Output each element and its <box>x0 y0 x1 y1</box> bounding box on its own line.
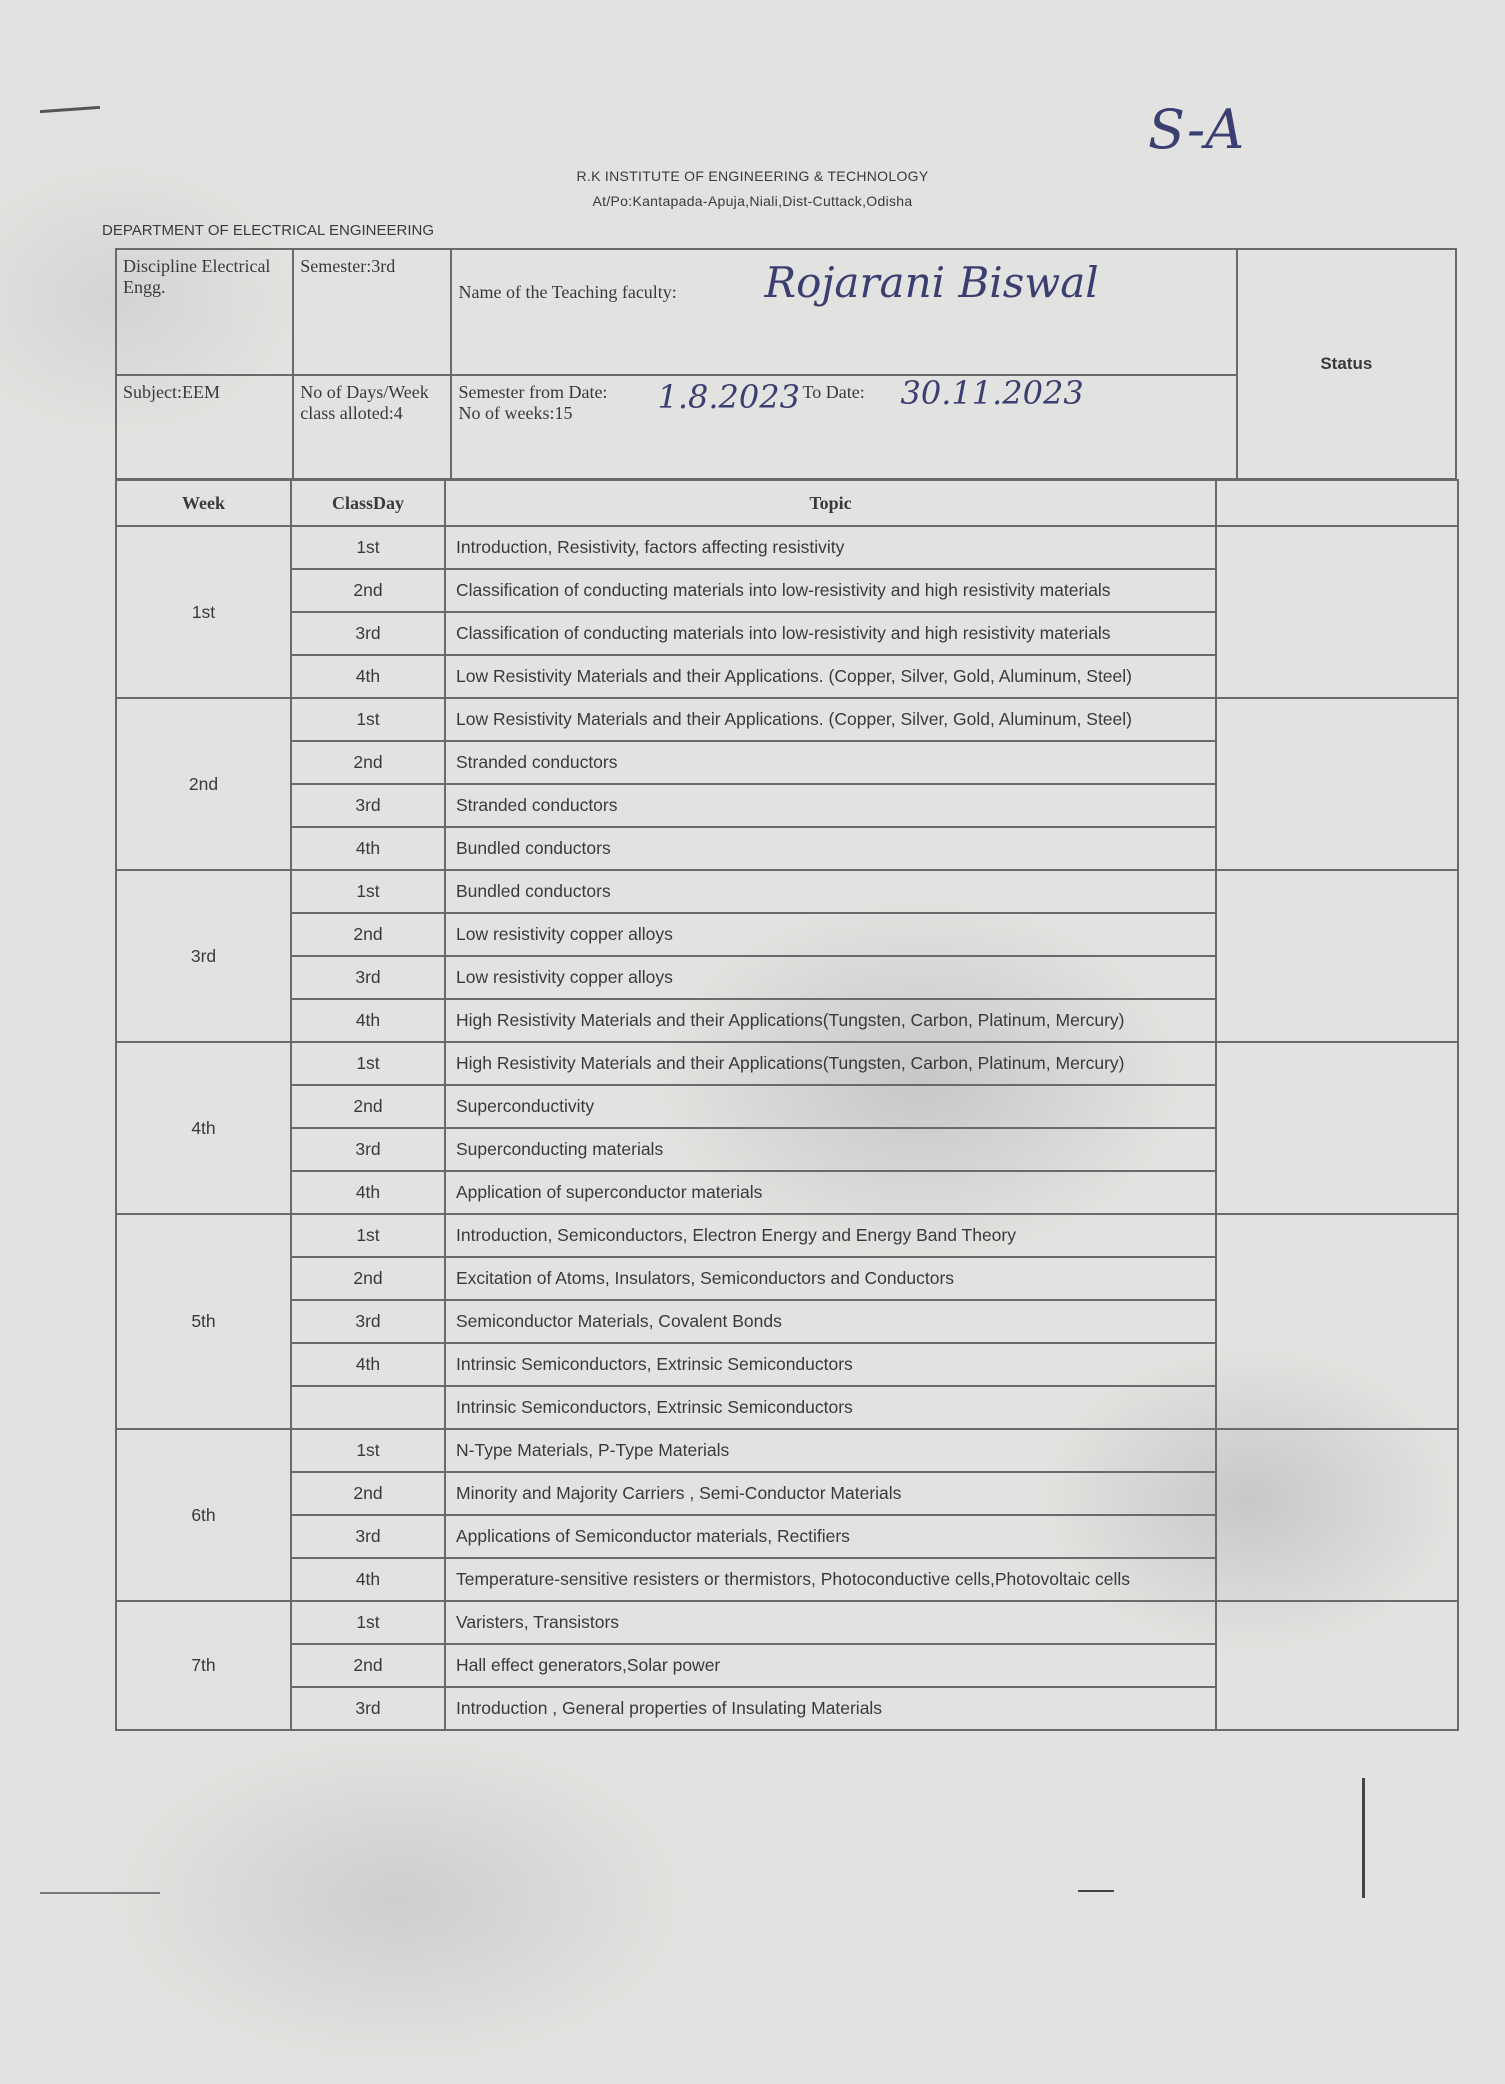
classday-cell: 2nd <box>291 1472 445 1515</box>
classday-cell: 4th <box>291 999 445 1042</box>
classday-cell: 3rd <box>291 1128 445 1171</box>
discipline-cell <box>116 249 293 375</box>
classday-header: ClassDay <box>291 480 445 526</box>
classday-cell: 3rd <box>291 612 445 655</box>
week-cell: 6th <box>116 1429 291 1601</box>
week-cell: 3rd <box>116 870 291 1042</box>
classday-cell: 4th <box>291 1343 445 1386</box>
topic-cell: Low Resistivity Materials and their Applications. (Copper, Silver, Gold, Aluminum, Steel) <box>445 655 1216 698</box>
classday-cell: 1st <box>291 698 445 741</box>
classday-cell: 2nd <box>291 1257 445 1300</box>
status-header <box>1237 249 1456 479</box>
topic-cell: Semiconductor Materials, Covalent Bonds <box>445 1300 1216 1343</box>
semester-from-date: 1.8.2023 <box>657 378 800 416</box>
topic-cell: Excitation of Atoms, Insulators, Semiconductors and Conductors <box>445 1257 1216 1300</box>
topic-cell: High Resistivity Materials and their Applications(Tungsten, Carbon, Platinum, Mercury) <box>445 999 1216 1042</box>
classday-cell: 2nd <box>291 1644 445 1687</box>
table-row <box>116 1042 1458 1085</box>
lesson-plan-table <box>115 479 1459 1731</box>
classday-cell: 2nd <box>291 569 445 612</box>
status-label: Status <box>1320 354 1373 373</box>
classday-cell: 4th <box>291 1558 445 1601</box>
days-cell <box>293 375 451 479</box>
institute-name: R.K INSTITUTE OF ENGINEERING & TECHNOLOGY <box>576 168 929 184</box>
status-cell <box>1216 526 1458 698</box>
topic-cell: Introduction, Semiconductors, Electron Energy and Energy Band Theory <box>445 1214 1216 1257</box>
semester-text: Semester:3rd <box>300 256 396 276</box>
table-row <box>116 526 1458 569</box>
weeks-text: No of weeks:15 <box>458 403 573 423</box>
table-row <box>116 1429 1458 1472</box>
classday-cell: 3rd <box>291 784 445 827</box>
classday-cell: 1st <box>291 1601 445 1644</box>
status-cell <box>1216 698 1458 870</box>
classday-cell: 3rd <box>291 1515 445 1558</box>
classday-cell: 2nd <box>291 913 445 956</box>
classday-cell: 1st <box>291 1429 445 1472</box>
column-header-row <box>116 480 1458 526</box>
status-column <box>1216 480 1458 526</box>
handwritten-tag: S-A <box>1148 98 1245 161</box>
topic-header: Topic <box>445 480 1216 526</box>
topic-cell: Low resistivity copper alloys <box>445 956 1216 999</box>
table-row <box>116 1601 1458 1644</box>
faculty-cell <box>451 249 1236 375</box>
topic-cell: High Resistivity Materials and their Applications(Tungsten, Carbon, Platinum, Mercury) <box>445 1042 1216 1085</box>
week-cell: 4th <box>116 1042 291 1214</box>
bottom-stroke <box>40 1892 160 1894</box>
topic-cell: Stranded conductors <box>445 784 1216 827</box>
faculty-label: Name of the Teaching faculty: <box>458 282 677 302</box>
discipline-text: Discipline Electrical Engg. <box>123 256 271 297</box>
topic-cell: Application of superconductor materials <box>445 1171 1216 1214</box>
topic-cell: Classification of conducting materials into low-resistivity and high resistivity materials <box>445 569 1216 612</box>
classday-cell: 1st <box>291 870 445 913</box>
semester-from-label: Semester from Date: <box>458 382 608 402</box>
subject-cell <box>116 375 293 479</box>
classday-cell: 1st <box>291 526 445 569</box>
topic-cell: N-Type Materials, P-Type Materials <box>445 1429 1216 1472</box>
bottom-stroke <box>1078 1890 1114 1892</box>
classday-cell: 4th <box>291 827 445 870</box>
table-row <box>116 870 1458 913</box>
topic-cell: Intrinsic Semiconductors, Extrinsic Semiconductors <box>445 1343 1216 1386</box>
subject-text: Subject:EEM <box>123 382 220 402</box>
topic-cell: Bundled conductors <box>445 827 1216 870</box>
topic-cell: Low Resistivity Materials and their Applications. (Copper, Silver, Gold, Aluminum, Steel) <box>445 698 1216 741</box>
info-table <box>115 248 1457 480</box>
institute-address: At/Po:Kantapada-Apuja,Niali,Dist-Cuttack,Odisha <box>592 193 913 209</box>
topic-cell: Superconductivity <box>445 1085 1216 1128</box>
classday-cell: 4th <box>291 655 445 698</box>
topic-cell: Superconducting materials <box>445 1128 1216 1171</box>
week-cell: 1st <box>116 526 291 698</box>
department-name: DEPARTMENT OF ELECTRICAL ENGINEERING <box>102 222 434 239</box>
classday-cell: 3rd <box>291 1687 445 1730</box>
topic-cell: Hall effect generators,Solar power <box>445 1644 1216 1687</box>
topic-cell: Minority and Majority Carriers , Semi-Conductor Materials <box>445 1472 1216 1515</box>
to-date-label: To Date: <box>802 382 865 402</box>
status-cell <box>1216 1429 1458 1601</box>
week-cell: 7th <box>116 1601 291 1730</box>
semester-cell <box>293 249 451 375</box>
week-cell: 5th <box>116 1214 291 1429</box>
topic-cell: Applications of Semiconductor materials, Rectifiers <box>445 1515 1216 1558</box>
topic-cell: Introduction, Resistivity, factors affecting resistivity <box>445 526 1216 569</box>
bottom-right-stroke <box>1362 1778 1365 1898</box>
status-cell <box>1216 1042 1458 1214</box>
classday-cell: 2nd <box>291 1085 445 1128</box>
table-row <box>116 1214 1458 1257</box>
status-cell <box>1216 870 1458 1042</box>
week-cell: 2nd <box>116 698 291 870</box>
classday-cell: 3rd <box>291 1300 445 1343</box>
classday-cell: 3rd <box>291 956 445 999</box>
topic-cell: Low resistivity copper alloys <box>445 913 1216 956</box>
topic-cell: Stranded conductors <box>445 741 1216 784</box>
classday-cell: 2nd <box>291 741 445 784</box>
classday-cell: 1st <box>291 1042 445 1085</box>
faculty-signature-name: Rojarani Biswal <box>764 258 1099 307</box>
classday-cell: 4th <box>291 1171 445 1214</box>
topic-cell: Bundled conductors <box>445 870 1216 913</box>
to-date: 30.11.2023 <box>900 374 1084 412</box>
classday-cell: 1st <box>291 1214 445 1257</box>
dates-cell <box>451 375 1236 479</box>
classday-cell <box>291 1386 445 1429</box>
status-cell <box>1216 1214 1458 1429</box>
status-cell <box>1216 1601 1458 1730</box>
topic-cell: Temperature-sensitive resisters or thermistors, Photoconductive cells,Photovoltaic cells <box>445 1558 1216 1601</box>
topic-cell: Introduction , General properties of Insulating Materials <box>445 1687 1216 1730</box>
topic-cell: Varisters, Transistors <box>445 1601 1216 1644</box>
week-header: Week <box>116 480 291 526</box>
topic-cell: Classification of conducting materials into low-resistivity and high resistivity materials <box>445 612 1216 655</box>
table-row <box>116 698 1458 741</box>
days-per-week-text: No of Days/Week class alloted:4 <box>300 382 429 423</box>
topic-cell: Intrinsic Semiconductors, Extrinsic Semiconductors <box>445 1386 1216 1429</box>
